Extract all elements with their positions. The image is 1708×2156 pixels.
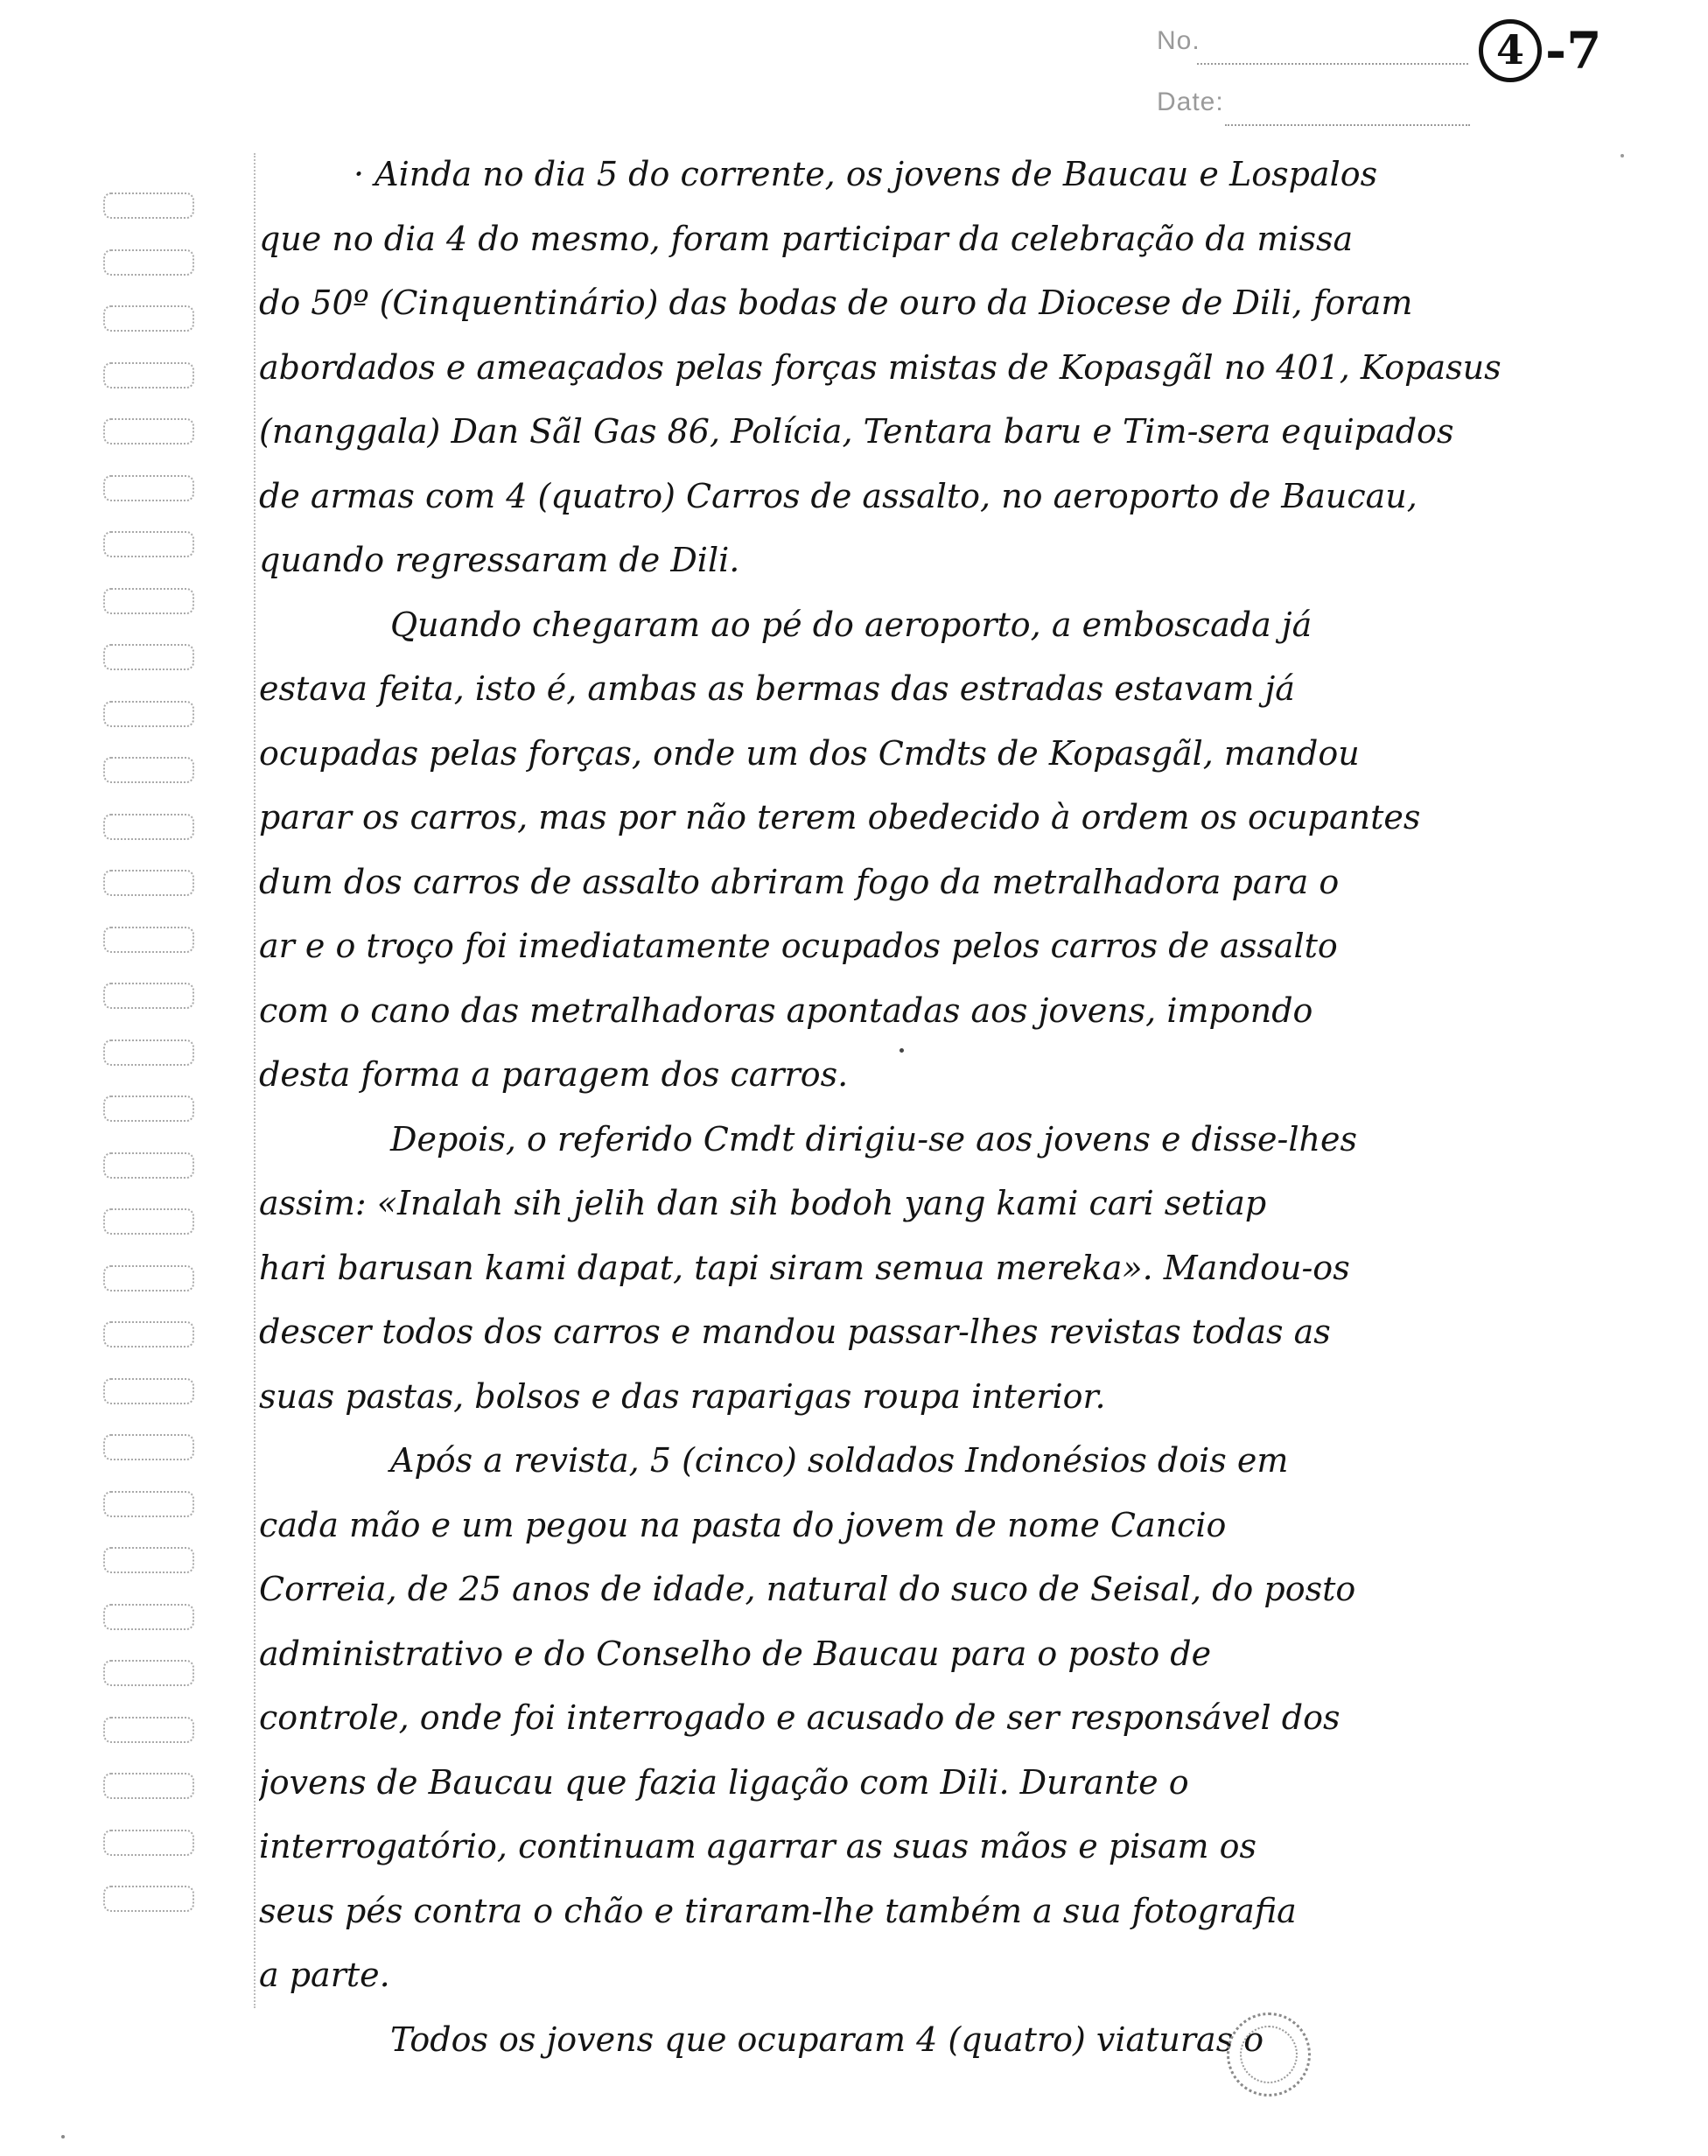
text-line: a parte.	[259, 1956, 390, 1994]
binding-hole	[103, 1434, 194, 1460]
binding-hole	[103, 1660, 194, 1686]
binding-hole	[103, 870, 194, 896]
text-line: · Ainda no dia 5 do corrente, os jovens de Baucau e Lospalos	[354, 155, 1378, 193]
text-line: que no dia 4 do mesmo, foram participar da celebração da missa	[259, 219, 1354, 258]
text-line: dum dos carros de assalto abriram fogo da metralhadora para o	[259, 862, 1340, 901]
binding-hole	[103, 362, 194, 388]
binding-hole	[103, 1265, 194, 1292]
text-line: assim: «Inalah sih jelih dan sih bodoh yang kami cari setiap	[259, 1184, 1267, 1222]
page-number-suffix: -7	[1545, 21, 1602, 80]
ink-speck	[61, 2135, 65, 2138]
text-line: Após a revista, 5 (cinco) soldados Indonésios dois em	[390, 1441, 1289, 1480]
ink-speck	[900, 1048, 904, 1053]
text-line: cada mão e um pegou na pasta do jovem de nome Cancio	[259, 1505, 1227, 1544]
binding-hole	[103, 249, 194, 276]
binding-hole	[103, 644, 194, 670]
binding-hole	[103, 1096, 194, 1122]
text-line: interrogatório, continuam agarrar as suas mãos e pisam os	[259, 1827, 1256, 1866]
text-line: hari barusan kami dapat, tapi siram semua mereka». Mandou-os	[259, 1248, 1350, 1287]
text-line: Depois, o referido Cmdt dirigiu-se aos jovens e disse-lhes	[390, 1119, 1357, 1158]
binding-hole	[103, 418, 194, 444]
text-line: suas pastas, bolsos e das raparigas roupa interior.	[259, 1376, 1106, 1416]
text-line: quando regressaram de Dili.	[259, 541, 740, 579]
text-line: seus pés contra o chão e tiraram-lhe também a sua fotografia	[259, 1891, 1297, 1930]
binding-hole	[103, 1886, 194, 1912]
binding-hole	[103, 757, 194, 783]
text-line: ar e o troço foi imediatamente ocupados pelos carros de assalto	[259, 927, 1338, 965]
stamp-inner-ring	[1240, 2026, 1298, 2083]
text-line: parar os carros, mas por não terem obedecido à ordem os ocupantes	[259, 798, 1421, 836]
text-line: jovens de Baucau que fazia ligação com Dili. Durante o	[259, 1762, 1189, 1802]
binding-hole	[103, 1378, 194, 1404]
margin-rule	[254, 153, 256, 2008]
text-line: administrativo e do Conselho de Baucau para o posto de	[259, 1634, 1212, 1673]
binding-hole	[103, 1830, 194, 1856]
binding-hole	[103, 983, 194, 1009]
date-field-line	[1225, 124, 1470, 126]
binding-hole	[103, 927, 194, 953]
binding-hole	[103, 588, 194, 614]
ink-speck	[1620, 154, 1624, 158]
binding-hole	[103, 475, 194, 501]
text-line: do 50º (Cinquentinário) das bodas de ouro da Diocese de Dili, foram	[259, 284, 1413, 322]
binding-hole	[103, 1604, 194, 1630]
text-line: Quando chegaram ao pé do aeroporto, a emboscada já	[390, 605, 1312, 644]
binding-hole	[103, 701, 194, 727]
binding-hole	[103, 1547, 194, 1573]
binding-hole	[103, 814, 194, 840]
binding-hole	[103, 1321, 194, 1348]
binding-holes	[103, 192, 200, 1942]
date-label: Date:	[1157, 88, 1224, 116]
binding-hole	[103, 305, 194, 332]
binding-hole	[103, 1491, 194, 1517]
text-line: controle, onde foi interrogado e acusado de ser responsável dos	[259, 1698, 1340, 1737]
text-line: com o cano das metralhadoras apontadas aos jovens, impondo	[259, 990, 1313, 1030]
number-field-line	[1197, 63, 1468, 65]
binding-hole	[103, 1717, 194, 1743]
text-line: estava feita, isto é, ambas as bermas das estradas estavam já	[259, 669, 1295, 708]
text-line: descer todos dos carros e mandou passar-lhes revistas todas as	[259, 1312, 1331, 1351]
binding-hole	[103, 1208, 194, 1235]
page-number	[1479, 19, 1601, 82]
text-line: Correia, de 25 anos de idade, natural do suco de Seisal, do posto	[259, 1570, 1356, 1608]
text-line: (nanggala) Dan Sãl Gas 86, Polícia, Tentara baru e Tim-sera equipados	[259, 412, 1454, 451]
binding-hole	[103, 531, 194, 557]
text-line: de armas com 4 (quatro) Carros de assalto, no aeroporto de Baucau,	[259, 476, 1418, 515]
text-line: abordados e ameaçados pelas forças mistas de Kopasgãl no 401, Kopasus	[259, 347, 1502, 387]
letter-body	[259, 143, 1624, 2072]
binding-hole	[103, 1040, 194, 1066]
number-label: No.	[1157, 26, 1200, 55]
text-line: Todos os jovens que ocuparam 4 (quatro) viaturas o	[390, 2020, 1264, 2059]
faint-stamp	[1227, 2012, 1311, 2096]
text-line: desta forma a paragem dos carros.	[259, 1055, 849, 1094]
binding-hole	[103, 1152, 194, 1179]
binding-hole	[103, 1773, 194, 1799]
circled-page-number: 4	[1479, 19, 1542, 82]
binding-hole	[103, 192, 194, 219]
text-line: ocupadas pelas forças, onde um dos Cmdts de Kopasgãl, mandou	[259, 733, 1360, 773]
